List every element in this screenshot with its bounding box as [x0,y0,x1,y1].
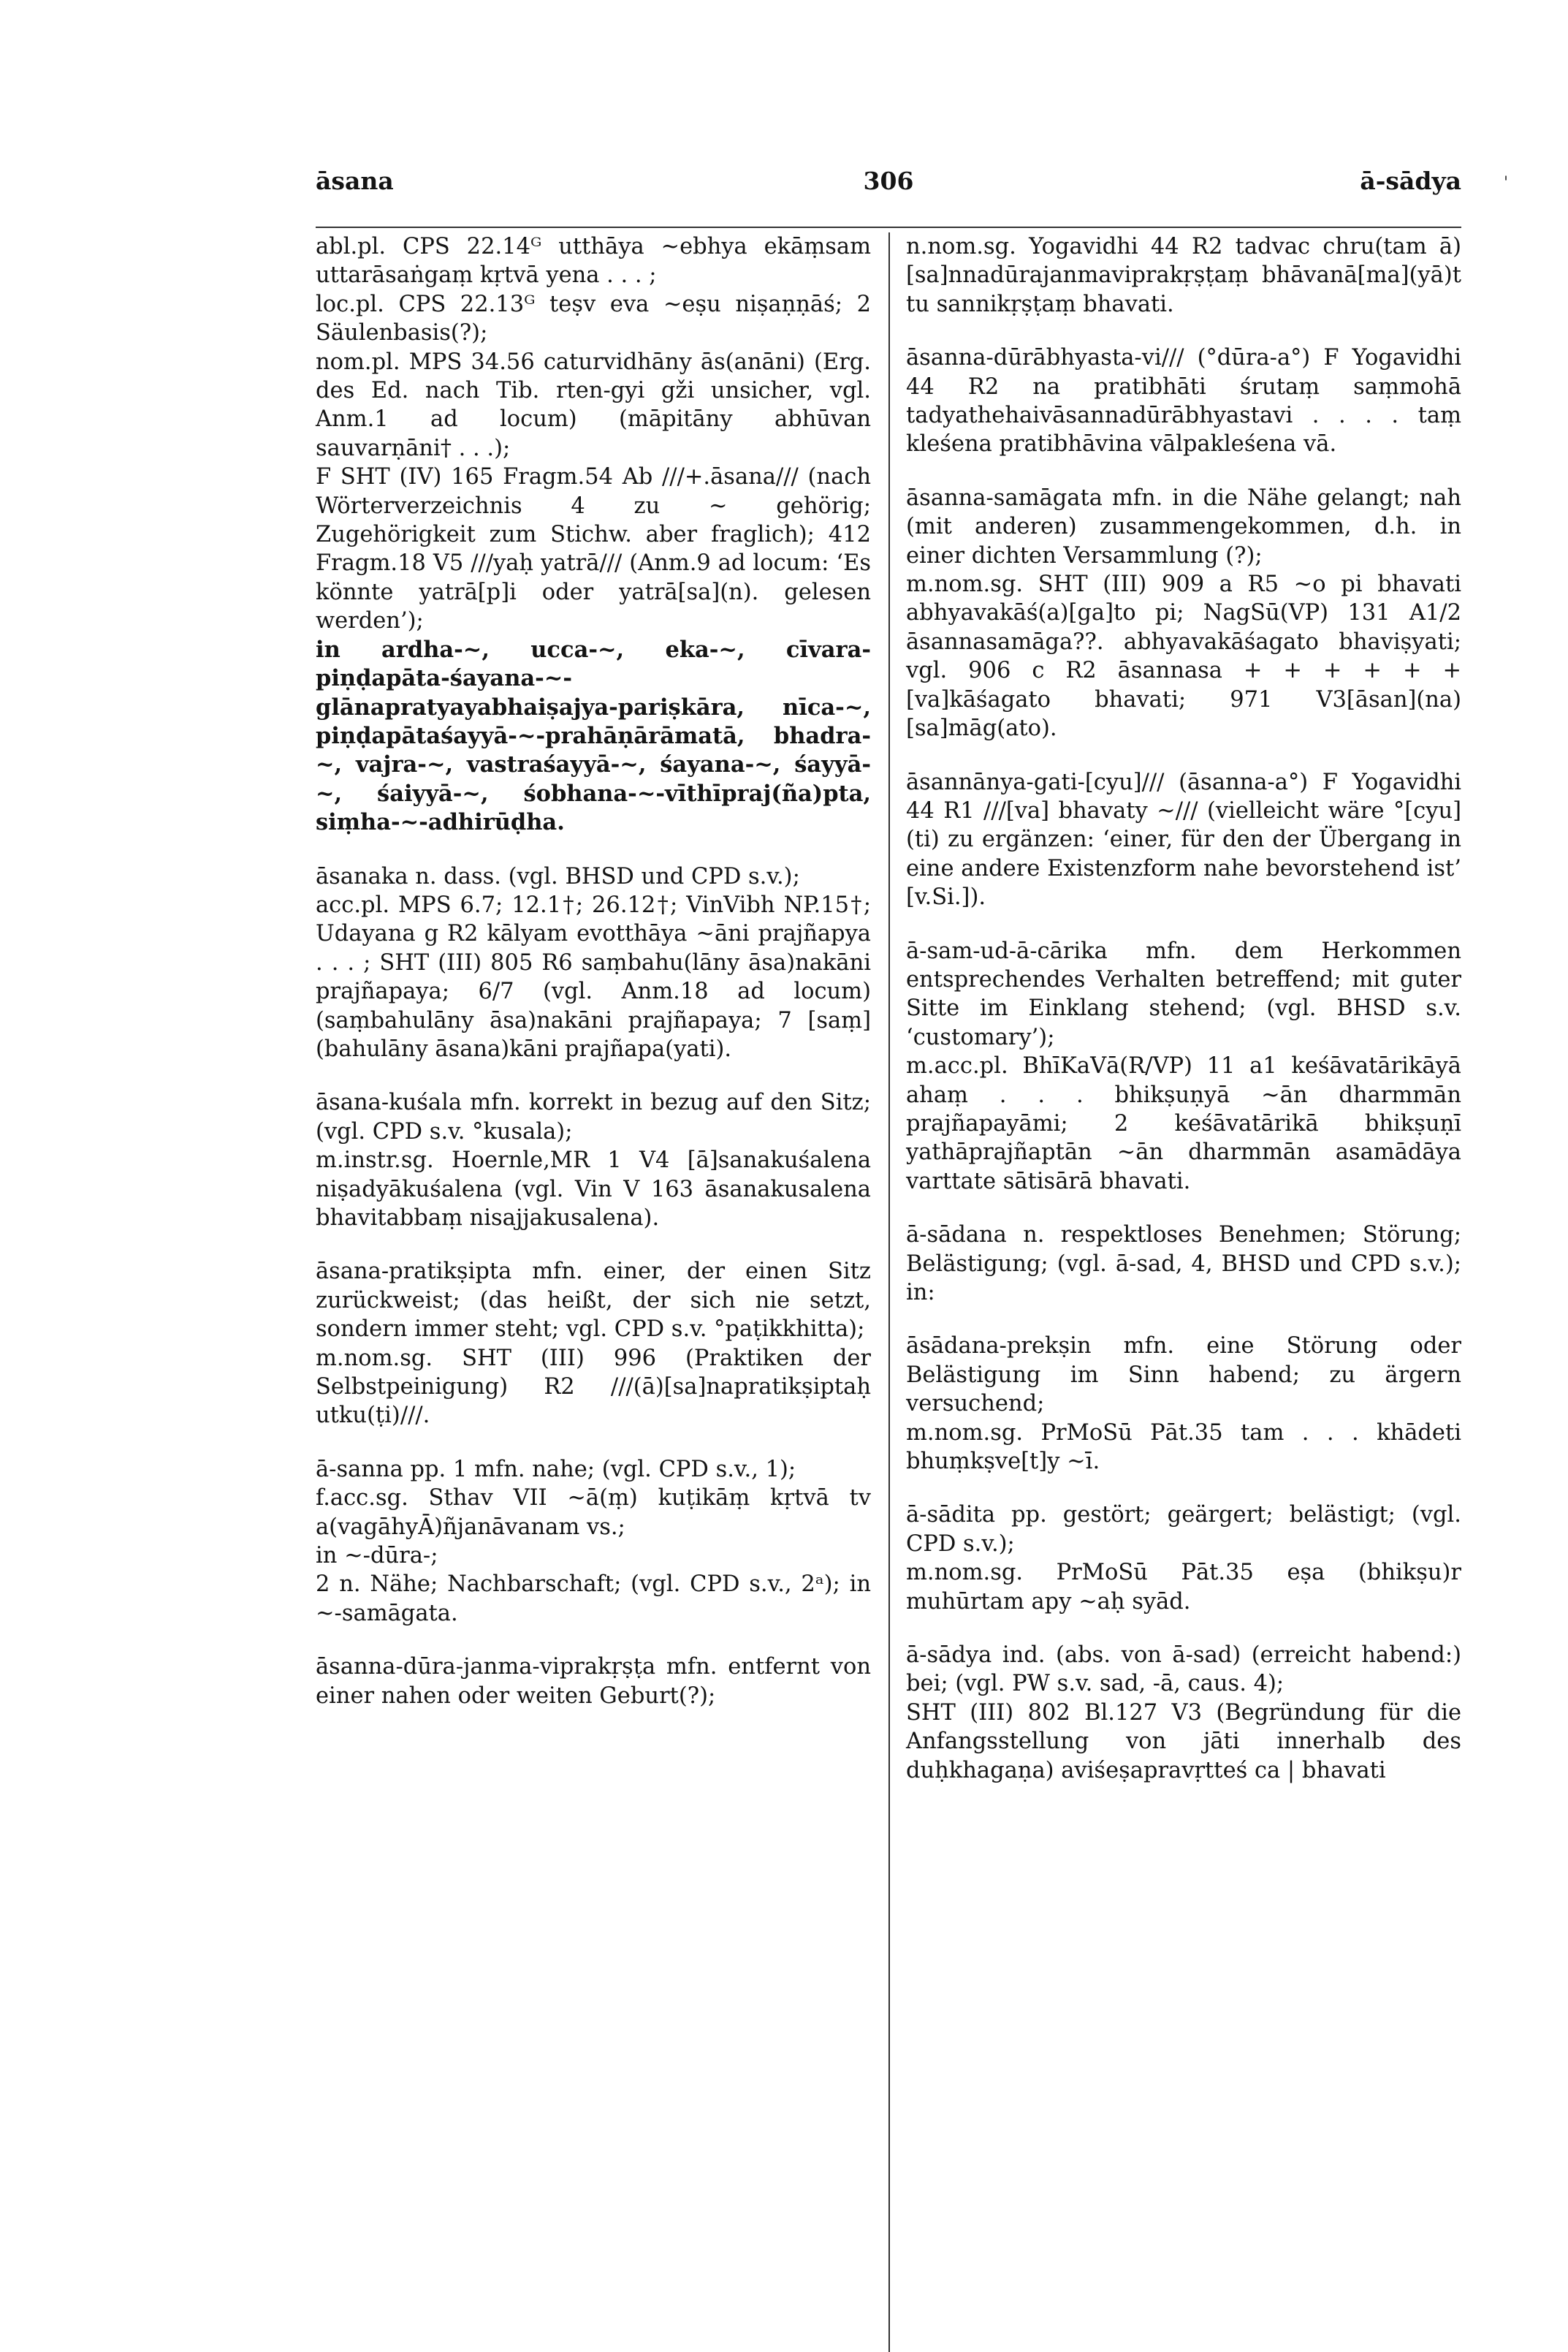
entry-line: abl.pl. CPS 22.14ᴳ utthāya ~ebhya ekāṃsam uttarāsaṅgaṃ kṛtvā yena . . . ; [316,234,871,289]
header-left-catchword: āsana [316,167,394,195]
entry-line: loc.pl. CPS 22.13ᴳ teṣv eva ~eṣu niṣaṇṇāś; 2 Säulenbasis(?); [316,291,871,346]
entry-a-sam-ud-a-carika [906,937,1461,1196]
entry-line: in ardha-~, ucca-~, eka-~, cīvara-piṇḍapāta-śayana-~-glānapratyayabhaiṣajya-pariṣkāra, nīca-~, piṇḍapātaśayyā-~-prahāṇārāmatā, bhadra-~, vajra-~, vastraśayyā-~, śayana-~, śayyā-~, śaiyyā-~, śobhana-~-vīthīpraj(ña)pta, siṃha-~-adhirūḍha. [316,636,871,836]
entry-line: m.nom.sg. PrMoSū Pāt.35 tam . . . khādeti bhuṃkṣve[t]y ~ī. [906,1419,1461,1475]
stray-mark: ' [1504,174,1509,192]
entry-line: SHT (III) 802 Bl.127 V3 (Begründung für die Anfangsstellung von jāti innerhalb des duḥkhagaṇa) aviśeṣapravṛtteś ca | bhavati [906,1699,1461,1783]
headword-line: āsanna-dūra-janma-viprakṛṣṭa mfn. entfernt von einer nahen oder weiten Geburt(?); [316,1654,871,1709]
entry-line: m.nom.sg. SHT (III) 909 a R5 ~o pi bhavati abhyavakāś(a)[ga]to pi; NagSū(VP) 131 A1/2 āsannasamāga??. abhyavakāśagato bhaviṣyati; vgl. 906 c R2 āsannasa + + + + + + [va]kāśagato bhavati; 971 V3[āsan](na)[sa]māg(ato). [906,572,1461,742]
entry-line: 2 n. Nähe; Nachbarschaft; (vgl. CPD s.v., 2ᵃ); in ~-samāgata. [316,1571,871,1626]
column-separator [888,232,890,2352]
running-header [316,167,1461,205]
entry-asana-continued [316,232,871,838]
header-right-catchword: ā-sādya [1360,167,1461,195]
entry-asanna-dura-continued [906,232,1461,319]
headword-line: ā-sādya ind. (abs. von ā-sad) (erreicht habend:) bei; (vgl. PW s.v. sad, -ā, caus. 4); [906,1642,1461,1697]
entry-line: F SHT (IV) 165 Fragm.54 Ab ///+.āsana/// (nach Wörterverzeichnis 4 zu ~ gehörig; Zugehörigkeit zum Stichw. aber fraglich); 412 Fragm.18 V5 ///yaḥ yatrā/// (Anm.9 ad locum: ‘Es könnte yatrā[p]i oder yatrā[sa](n). gelesen werden’); [316,464,871,634]
page-number: 306 [863,167,914,195]
headword-line: āsanna-dūrābhyasta-vi/// (°dūra-a°) F Yogavidhi 44 R2 na pratibhāti śrutaṃ saṃmohā tadyathehaivāsannadūrābhyastavi . . . . taṃ kleśena pratibhāvina vālpakleśena vā. [906,345,1461,458]
headword-line: āsannānya-gati-[cyu]/// (āsanna-a°) F Yogavidhi 44 R1 ///[va] bhavaty ~/// (vielleicht wäre °[cyu](ti) zu ergänzen: ‘einer, für den der Übergang in eine andere Existenzform nahe bevorstehend ist’ [v.Si.]). [906,769,1461,911]
entry-a-sadana [906,1221,1461,1307]
header-rule [316,227,1461,228]
entry-line: f.acc.sg. Sthav VII ~ā(ṃ) kuṭikāṃ kṛtvā tv a(vagāhyĀ)ñjanāvanam vs.; [316,1485,871,1540]
headword-line: ā-sādita pp. gestört; geärgert; belästigt; (vgl. CPD s.v.); [906,1502,1461,1557]
entry-line: n.nom.sg. Yogavidhi 44 R2 tadvac chru(tam ā)[sa]nnadūrajanmaviprakṛṣṭaṃ bhāvanā[ma](yā)t tu sannikṛṣṭaṃ bhavati. [906,234,1461,317]
entry-line: acc.pl. MPS 6.7; 12.1†; 26.12†; VinVibh NP.15†; Udayana g R2 kālyam evotthāya ~āni prajñapya . . . ; SHT (III) 805 R6 saṃbahu(lāny āsa)nakāni prajñapaya; 6/7 (vgl. Anm.18 ad locum) (saṃbahulāny āsa)nakāni prajñapaya; 7 [saṃ](bahulāny āsana)kāni prajñapa(yati). [316,892,871,1062]
entry-asannanya-gati [906,768,1461,912]
headword-line: ā-sanna pp. 1 mfn. nahe; (vgl. CPD s.v., 1); [316,1456,796,1482]
entry-asadana-preksin [906,1332,1461,1476]
entry-a-sanna [316,1455,871,1628]
entry-line: m.nom.sg. SHT (III) 996 (Praktiken der Selbstpeinigung) R2 ///(ā)[sa]napratikṣiptaḥ utku(ṭi)///. [316,1345,871,1429]
left-column [316,232,871,1735]
entry-asana-pratiksipta [316,1257,871,1430]
entry-asanna-dura-janma [316,1653,871,1710]
right-column [906,232,1461,1810]
entry-a-sadya [906,1641,1461,1785]
headword-line: āsādana-prekṣin mfn. eine Störung oder Belästigung im Sinn habend; zu ärgern versuchend; [906,1333,1461,1417]
headword-line: āsana-kuśala mfn. korrekt in bezug auf den Sitz; (vgl. CPD s.v. °kusala); [316,1090,871,1145]
headword-line: āsanna-samāgata mfn. in die Nähe gelangt; nah (mit anderen) zusammengekommen, d.h. in einer dichten Versammlung (?); [906,485,1461,569]
entry-line: m.acc.pl. BhīKaVā(R/VP) 11 a1 keśāvatārikāyā ahaṃ . . . bhikṣuṇyā ~ān dharmmān prajñapayāmi; 2 keśāvatārikā bhikṣuṇī yathāprajñaptān ~ān dharmmān asamādāya varttate sātisārā bhavati. [906,1053,1461,1194]
entry-line: m.instr.sg. Hoernle,MR 1 V4 [ā]sanakuśalena niṣadyākuśalena (vgl. Vin V 163 āsanakusalena bhavitabbaṃ nisajjakusalena). [316,1147,871,1231]
entry-asana-kusala [316,1088,871,1232]
headword-line: ā-sam-ud-ā-cārika mfn. dem Herkommen entsprechendes Verhalten betreffend; mit guter Sitte im Einklang stehend; (vgl. BHSD s.v. ‘customary’); [906,938,1461,1050]
entry-line: in ~-dūra-; [316,1543,438,1569]
entry-line: nom.pl. MPS 34.56 caturvidhāny ās(anāni) (Erg. des Ed. nach Tib. rten-gyi gži unsicher, vgl. Anm.1 ad locum) (māpitāny abhūvan sauvarṇāni† . . .); [316,349,871,461]
entry-asanna-samagata [906,484,1461,743]
headword-line: āsanaka n. dass. (vgl. BHSD und CPD s.v.); [316,863,800,889]
entry-line: m.nom.sg. PrMoSū Pāt.35 eṣa (bhikṣu)r muhūrtam apy ~aḥ syād. [906,1560,1461,1615]
headword-line: āsana-pratikṣipta mfn. einer, der einen Sitz zurückweist; (das heißt, der sich nie setzt, sondern immer steht; vgl. CPD s.v. °paṭikkhitta); [316,1259,871,1343]
entry-asanna-durabhyasta [906,344,1461,459]
entry-a-sadita [906,1501,1461,1616]
entry-asanaka [316,862,871,1064]
headword-line: ā-sādana n. respektloses Benehmen; Störung; Belästigung; (vgl. ā-sad, 4, BHSD und CPD s.v.); in: [906,1222,1461,1305]
